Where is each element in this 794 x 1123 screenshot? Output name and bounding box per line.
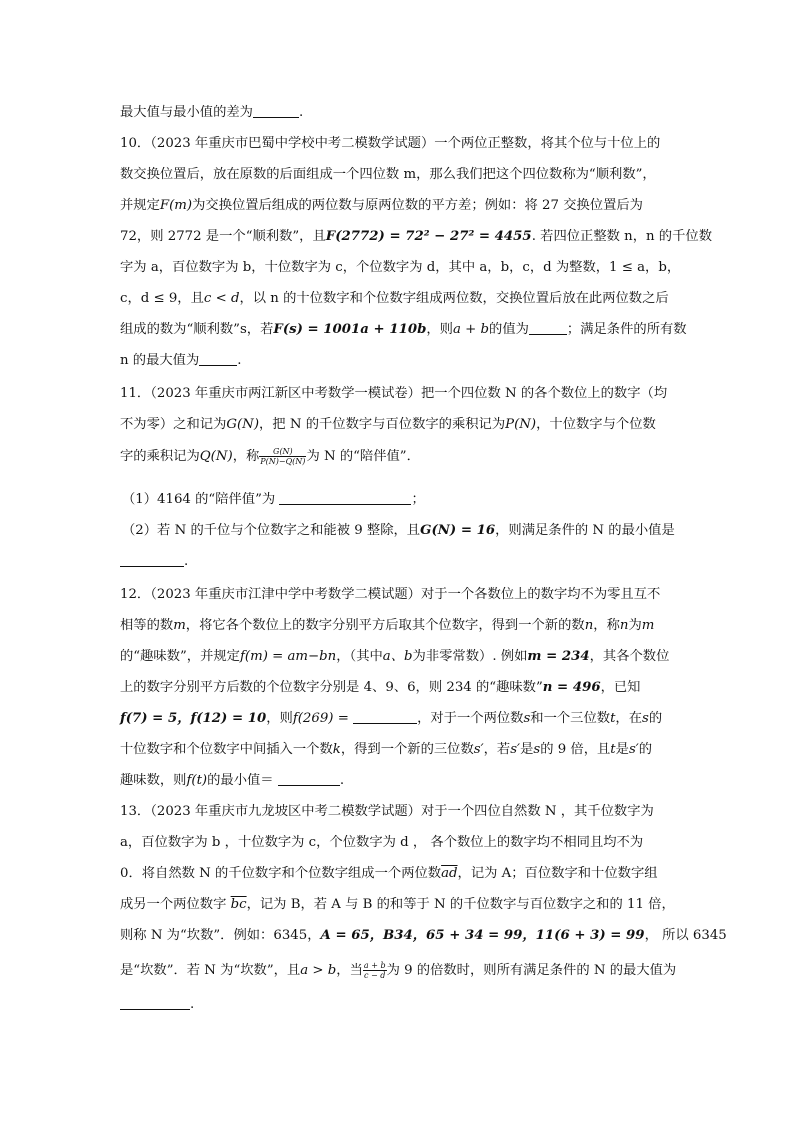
text: Q(N) (199, 449, 233, 464)
text: a + b (363, 961, 386, 970)
text: f(269) = (292, 711, 349, 726)
text: ，称 (593, 618, 620, 633)
text: 成另一个两位数字 (120, 897, 227, 912)
q11-part-2 (122, 522, 675, 540)
q10-line-1 (120, 135, 660, 153)
q12-line-5 (120, 710, 662, 728)
text: 10．（2023 年重庆市巴蜀中学校中考二模数学试题）一个两位正整数，将其个位与十位上的 (120, 136, 661, 151)
text: f(7) = 5，f(12) = 10 (120, 711, 267, 726)
q13-line-2 (120, 834, 643, 852)
fraction (363, 961, 387, 980)
text: 的值为 (489, 322, 529, 337)
text: k (332, 742, 341, 757)
answer-blank (253, 104, 299, 118)
answer-blank (353, 710, 417, 724)
text: s (642, 711, 649, 726)
text: ，得到一个新的三位数 (340, 742, 474, 757)
text: s′ (473, 742, 484, 757)
text: 和一个三位数 (530, 711, 611, 726)
text: （2）若 N 的千位与个位数字之和能被 9 整除，且 (122, 523, 421, 538)
text: ，当 (336, 963, 363, 978)
q13-line-1 (120, 803, 654, 821)
q10-line-3 (120, 197, 643, 215)
q10-line-6 (120, 290, 669, 308)
q12-line-4 (120, 679, 640, 697)
text: ， 所以 6345 (644, 928, 727, 943)
q11-line-6 (120, 553, 188, 571)
text: 72，则 2772 是一个“顺利数”，且 (120, 229, 326, 244)
text: 数交换位置后，放在原数的后面组成一个四位数 m，那么我们把这个四位数称为“顺利数”， (120, 167, 656, 182)
text: f(m) = am−bn (239, 649, 337, 664)
text: 为 N 的“陪伴值”． (306, 449, 420, 464)
text: 并规定 (120, 198, 160, 213)
text: . (184, 554, 189, 569)
text: 为交换位置后组成的两位数与原两位数的平方差；例如：将 27 交换位置后为 (192, 198, 643, 213)
answer-blank (120, 996, 190, 1010)
text: ，十位数字与个位数 (536, 417, 656, 432)
answer-blank (529, 321, 567, 335)
text: 13．（2023 年重庆市九龙坡区中考二模数学试题）对于一个四位自然数 N ，其千位数字为 (120, 804, 654, 819)
text: c < d (203, 291, 240, 306)
text: ，在 (615, 711, 643, 726)
text: 不为零）之和记为 (120, 417, 227, 432)
q12-line-2 (120, 617, 654, 635)
text: 11．（2023 年重庆市两江新区中考数学一模试卷）把一个四位数 N 的各个数位上的数字（均 (120, 386, 668, 401)
q13-line-5 (120, 927, 727, 945)
text: . (339, 773, 345, 788)
text: a、b (382, 649, 413, 664)
text: s (523, 711, 531, 726)
text: ，记为 A；百位数字和十位数字组 (457, 866, 658, 881)
text: ，称 (232, 449, 260, 464)
text: ，则满足条件的 N 的最小值是 (495, 523, 675, 538)
text: ，已知 (600, 680, 641, 695)
q12-line-7 (120, 772, 344, 790)
text: P(N)−Q(N) (260, 457, 306, 466)
text: m (641, 618, 655, 633)
answer-blank (199, 352, 237, 366)
text: G(N) (259, 447, 306, 457)
text: 12．（2023 年重庆市江津中学中考数学二模试题）对于一个各数位上的数字均不为零且互不 (120, 587, 661, 602)
text: F(m) (159, 198, 193, 213)
text: ； (411, 492, 425, 507)
text: 是“坎数”．若 N 为“坎数”，且 (120, 963, 301, 978)
text: ，将它各个数位上的数字分别平方后取其个位数字，得到一个新的数 (185, 618, 585, 633)
text: ，记为 B，若 A 与 B 的和等于 N 的千位数字与百位数字之和的 11 倍， (246, 897, 675, 912)
text: 是 (520, 742, 534, 757)
q13-line-6 (120, 961, 676, 980)
q10-line-4 (120, 228, 712, 246)
answer-blank (279, 491, 411, 505)
text: 十位数字和个位数字中间插入一个数 (120, 742, 333, 757)
text: A = 65，B34，65 + 34 = 99，11(6 + 3) = 99 (320, 928, 645, 943)
text: （1）4164 的“陪伴值”为 (122, 492, 276, 507)
text: F(s) = 1001a + 110b (273, 322, 427, 337)
text: n (584, 618, 594, 633)
text: ，（其中 (336, 649, 383, 664)
text: s′ (628, 742, 639, 757)
text: n (619, 618, 629, 633)
text: m = 234 (527, 649, 590, 664)
q10-line-8 (120, 352, 242, 370)
q11-line-3 (120, 447, 420, 466)
text: 组成的数为“顺利数”s，若 (120, 322, 274, 337)
q10-line-7 (120, 321, 687, 339)
text: a > b (300, 963, 337, 978)
text: ；满足条件的所有数 (566, 322, 687, 337)
text: . 若四位正整数 n，n 的千位数 (531, 229, 712, 244)
text: . (190, 997, 195, 1012)
q13-line-3 (120, 865, 658, 883)
text: t (610, 711, 616, 726)
text: 为非零常数）. 例如 (412, 649, 528, 664)
text: $\overline{ad}$ (441, 866, 458, 881)
text: G(N) (226, 417, 260, 432)
text: 趣味数，则 (120, 773, 187, 788)
text: 的 (648, 711, 663, 726)
answer-blank (278, 772, 340, 786)
text: 为 9 的倍数时，则所有满足条件的 N 的最大值为 (386, 963, 677, 978)
text: c，d ≤ 9，且 (120, 291, 204, 306)
text: 的最小值＝ (207, 773, 274, 788)
text: P(N) (505, 417, 537, 432)
text: ，若 (483, 742, 511, 757)
text: 上的数字分别平方后数的个位数字分别是 4、9、6，则 234 的“趣味数” (120, 680, 543, 695)
text: ，其各个数位 (589, 649, 670, 664)
q12-line-1 (120, 586, 660, 604)
text: G(N) = 16 (420, 523, 496, 538)
text: t (610, 742, 616, 757)
text: ，对于一个两位数 (417, 711, 524, 726)
text: . (237, 353, 242, 368)
text: 相等的数 (120, 618, 174, 633)
text: ，则 (426, 322, 453, 337)
text: 的 9 倍，且 (540, 742, 611, 757)
text: 字的乘积记为 (120, 449, 200, 464)
text: f(t) (186, 773, 208, 788)
text: ，以 n 的十位数字和个位数字组成两位数，交换位置后放在此两位数之后 (239, 291, 669, 306)
text: 为 (628, 618, 642, 633)
text: a，百位数字为 b ，十位数字为 c，个位数字为 d ， 各个数位上的数字均不相同且均不为 (120, 835, 644, 850)
text: 0．将自然数 N 的千位数字和个位数字组成一个两位数 (120, 866, 442, 881)
q13-line-7 (120, 996, 194, 1014)
text: n 的最大值为 (120, 353, 200, 368)
text: s′ (510, 742, 521, 757)
fraction (259, 447, 306, 466)
line-1 (120, 104, 303, 122)
q11-line-1 (120, 385, 667, 403)
q10-line-5 (120, 259, 680, 277)
text: 是 (615, 742, 629, 757)
q12-line-3 (120, 648, 669, 666)
text: s (533, 742, 541, 757)
text: m (173, 618, 186, 633)
text: ，则 (266, 711, 293, 726)
text: a + b (452, 322, 490, 337)
text: F(2772) = 72² − 27² = 4455 (325, 229, 532, 244)
text: 字为 a，百位数字为 b，十位数字为 c，个位数字为 d，其中 a，b，c，d 为整数，1 ≤ a，b， (120, 260, 681, 275)
text: $\overline{bc}$ (230, 897, 247, 912)
q11-line-2 (120, 416, 656, 434)
text: c − d (364, 971, 386, 980)
text: 的 (638, 742, 653, 757)
q13-line-4 (120, 896, 675, 914)
text: n = 496 (542, 680, 601, 695)
answer-blank (120, 553, 184, 567)
text: 则称 N 为“坎数”．例如：6345， (120, 928, 321, 943)
text: 的“趣味数”，并规定 (120, 649, 240, 664)
q10-line-2 (120, 166, 656, 184)
q12-line-6 (120, 741, 652, 759)
text: . (298, 105, 304, 120)
text: 最大值与最小值的差为 (120, 105, 253, 120)
q11-part-1 (122, 491, 425, 509)
text: ，把 N 的千位数字与百位数字的乘积记为 (259, 417, 506, 432)
